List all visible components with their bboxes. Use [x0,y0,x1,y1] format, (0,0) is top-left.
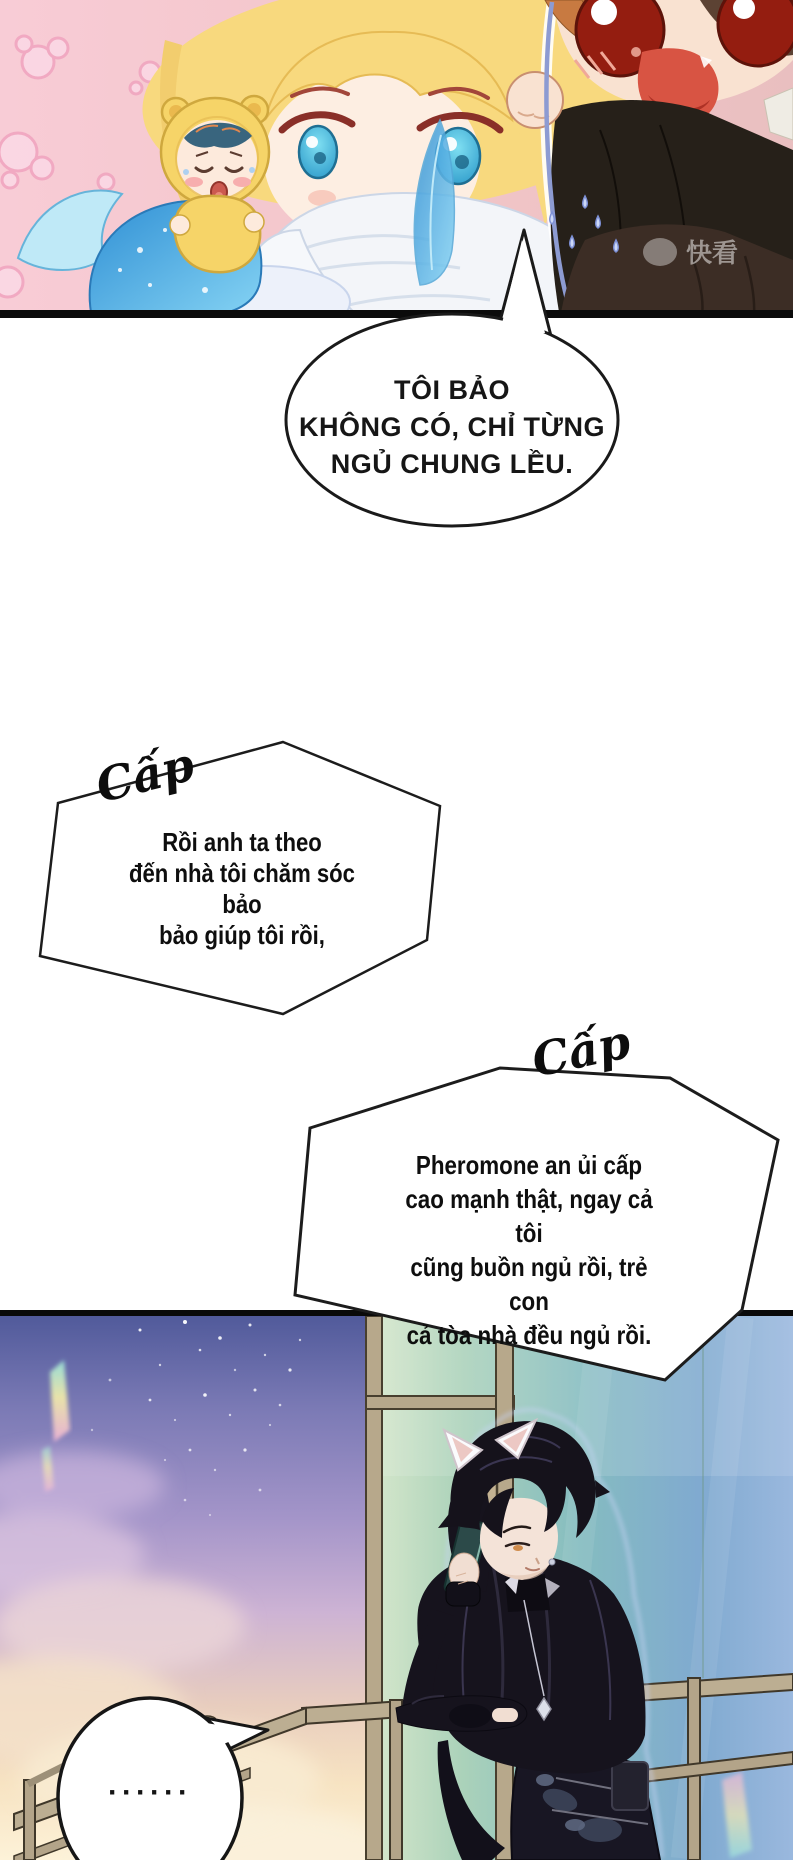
ellipsis-bubble-text: ······ [108,1776,192,1809]
speech-line: KHÔNG CÓ, CHỈ TỪNG [299,412,605,442]
thought-bubble-1-text [115,827,370,951]
speech-line: NGỦ CHUNG LỀU. [330,449,574,479]
speech-bubble-round-text [289,372,615,483]
sfx-cap-1: Cấp [90,736,200,814]
thought-bubble-2-text [391,1148,668,1352]
svg-text:快看: 快看 [686,239,739,269]
thought-line: đến nhà tôi chăm sóc bảo [129,858,355,919]
thought-line: cao mạnh thật, ngay cả tôi [405,1184,653,1248]
speech-line: TÔI BẢO [394,375,510,405]
thought-line: cả tòa nhà đều ngủ rồi. [406,1320,652,1350]
sfx-cap-2: Cấp [527,1014,635,1088]
thought-line: cũng buồn ngủ rồi, trẻ con [410,1252,648,1316]
thought-line: Rồi anh ta theo [162,827,322,857]
thought-line: bảo giúp tôi rồi, [159,920,325,950]
thought-line: Pheromone an ủi cấp [415,1150,643,1180]
